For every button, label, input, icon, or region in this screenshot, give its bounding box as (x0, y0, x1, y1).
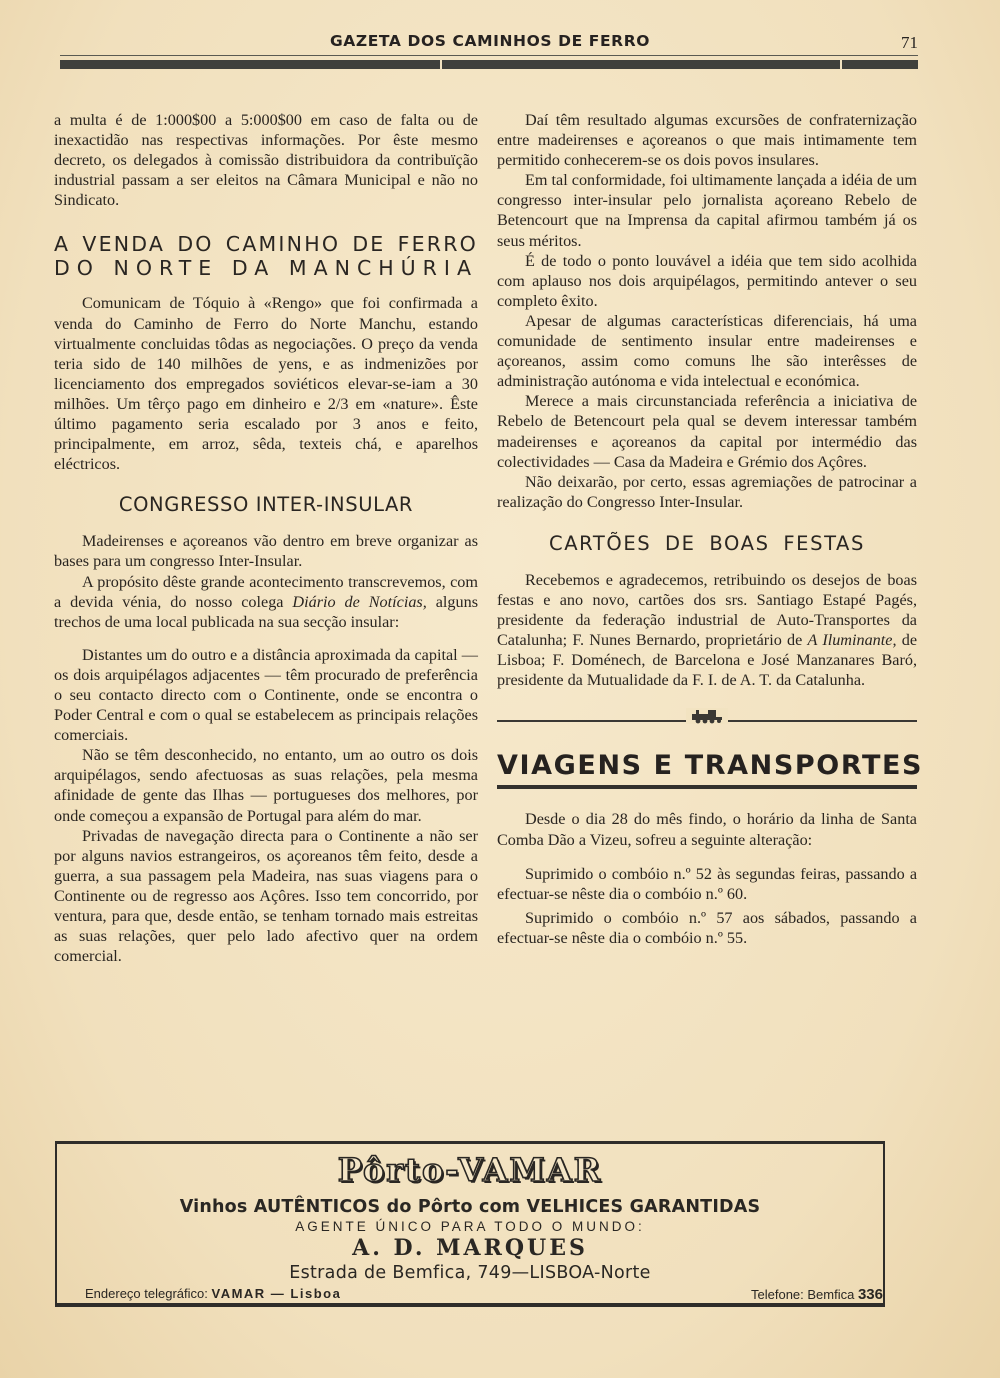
ad-telegraph: Endereço telegráfico: VAMAR — Lisboa (85, 1286, 342, 1301)
page-number: 71 (901, 33, 918, 52)
quoted-paragraph: Privadas de navegação directa para o Continente a não ser por alguns navios estrangeiros, os açoreanos têm feito, desde a guerra, a sua passagem pela Madeira, nas suas viagens para o Continente ou de regresso aos Açôres. Isso tem concorrido, por ventura, para que, desde então, se tenham tornado mais estreitas as suas relações, quer pelo lado afectivo quer na ordem comercial. (54, 826, 478, 966)
ad-brand: Pôrto-VAMAR (337, 1151, 603, 1189)
newspaper-name: Diário de Notícias, (292, 592, 427, 611)
article-paragraph: Não deixarão, por certo, essas agremiações de patrocinar a realização do Congresso Inter-Insular. (497, 472, 917, 511)
publication-title: GAZETA DOS CAMINHOS DE FERRO (329, 32, 651, 50)
heading-congresso: CONGRESSO INTER-INSULAR (118, 493, 414, 517)
timetable-change-item: Suprimido o combóio n.º 52 às segundas feiras, passando a efectuar-se nêste dia o combóio n.º 60. (497, 864, 917, 903)
article-paragraph: Comunicam de Tóquio à «Rengo» que foi confirmada a venda do Caminho de Ferro do Norte Manchu, estando virtualmente concluidas tôdas as negociações. O preço da venda teria sido de 140 milhões de yens, e as indmenizões por licenciamento dos empregados soviéticos elevar-se-iam a 30 milhões. Um têrço pago em dinheiro e 2/3 em «nature». Êste último pagamento seria escalado por 3 anos e feito, principalmente, em arroz, sêda, texteis chá, e aparelhos eléctricos. (54, 294, 478, 474)
heading-cartoes: CARTÕES DE BOAS FESTAS (549, 531, 865, 555)
continuation-paragraph: a multa é de 1:000$00 a 5:000$00 em caso de falta ou de inexactidão nas respectivas informações. Por êste mesmo decreto, os delegados à comissão distribuidora da contribuïção industrial passam a ser eleitos na Câmara Municipal e não no Sindicato. (54, 111, 478, 210)
article-paragraph: Em tal conformidade, foi ultimamente lançada a idéia de um congresso inter-insular pelo jornalista açoreano Rebelo de Betencourt que na Imprensa da capital afirmou também já os seus méritos. (497, 171, 917, 250)
right-column (497, 110, 924, 948)
heading-viagens: VIAGENS E TRANSPORTES (497, 750, 924, 782)
header-thick-rule (60, 60, 918, 69)
article-paragraph: Daí têm resultado algumas excursões de confraternização entre madeirenses e açoreanos o que mais intimamente tem permitido conhecerem-se os dois povos insulares. (497, 111, 917, 170)
article-paragraph: Desde o dia 28 do mês findo, o horário da linha de Santa Comba Dão a Vizeu, sofreu a seguinte alteração: (497, 810, 917, 849)
heading-venda-line2: DO NORTE DA MANCHÚRIA (54, 256, 478, 281)
article-paragraph: Madeirenses e açoreanos vão dentro em breve organizar as bases para um congresso Inter-Insular. (54, 532, 478, 571)
advertisement-box (55, 1141, 885, 1307)
ad-agent-name: A. D. MARQUES (352, 1235, 588, 1261)
section-separator (497, 708, 917, 730)
locomotive-icon (686, 708, 728, 724)
quoted-paragraph: Distantes um do outro e a distância aproximada da capital — os dois arquipélagos adjacentes — têm procurado de preferência o seu contacto directo com o Continente, onde se encontra o Poder Central e com o qual se estabelecem as principais relações comerciais. (54, 645, 478, 745)
article-paragraph: É de todo o ponto louvável a idéia que tem sido acolhida com aplauso nos dois arquipélagos, permitindo antever o seu completo êxito. (497, 251, 917, 310)
ad-tagline: Vinhos AUTÊNTICOS do Pôrto com VELHICES GARANTIDAS (179, 1197, 761, 1217)
ad-agent-line: AGENTE ÚNICO PARA TODO O MUNDO: (295, 1219, 645, 1234)
article-paragraph: Recebemos e agradecemos, retribuindo os desejos de boas festas e ano novo, cartões dos srs. Santiago Estapé Pagés, presidente da federação industrial de Auto-Transportes da Catalunha; F. Nunes Bernardo, proprietário de A Iluminante, de Lisboa; F. Doménech, de Barcelona e José Manzanares Baró, presidente da Mutualidade da F. I. de A. T. da Catalunha. (497, 570, 918, 690)
article-paragraph: Merece a mais circunstanciada referência a iniciativa de Rebelo de Betencourt pela qual se devem interessar também madeirenses e açoreanos da capital por intermédio das colectividades — Casa da Madeira e Grémio dos Açôres. (497, 392, 917, 471)
heading-venda-line1: A VENDA DO CAMINHO DE FERRO (54, 232, 478, 257)
header-thin-rule (60, 55, 918, 56)
ad-address: Estrada de Bemfica, 749—LISBOA-Norte (289, 1263, 651, 1283)
article-paragraph: A propósito dêste grande acontecimento transcrevemos, com a devida vénia, do nosso colega Diário de Notícias, alguns trechos de uma local publicada na sua secção insular: (54, 572, 478, 631)
quoted-paragraph: Não se têm desconhecido, no entanto, um ao outro os dois arquipélagos, sendo afectuosas as suas relações, pela mesma afinidade de gente das Ilhas — portugueses dos melhores, por onde começou a expansão de Portugal para além do mar. (54, 746, 478, 825)
company-name: A Iluminante, (807, 631, 897, 650)
article-paragraph: Apesar de algumas características diferenciais, há uma comunidade de sentimento insular entre madeirenses e açoreanos, assim como comuns lhe são interêsses de administração autónoma e vida intelectual e económica. (497, 311, 917, 391)
ad-phone: Telefone: Bemfica 336 (751, 1286, 883, 1303)
running-head (60, 30, 920, 52)
timetable-change-item: Suprimido o combóio n.º 57 aos sábados, passando a efectuar-se nêste dia o combóio n.º 55. (497, 908, 917, 947)
left-column (54, 110, 478, 966)
